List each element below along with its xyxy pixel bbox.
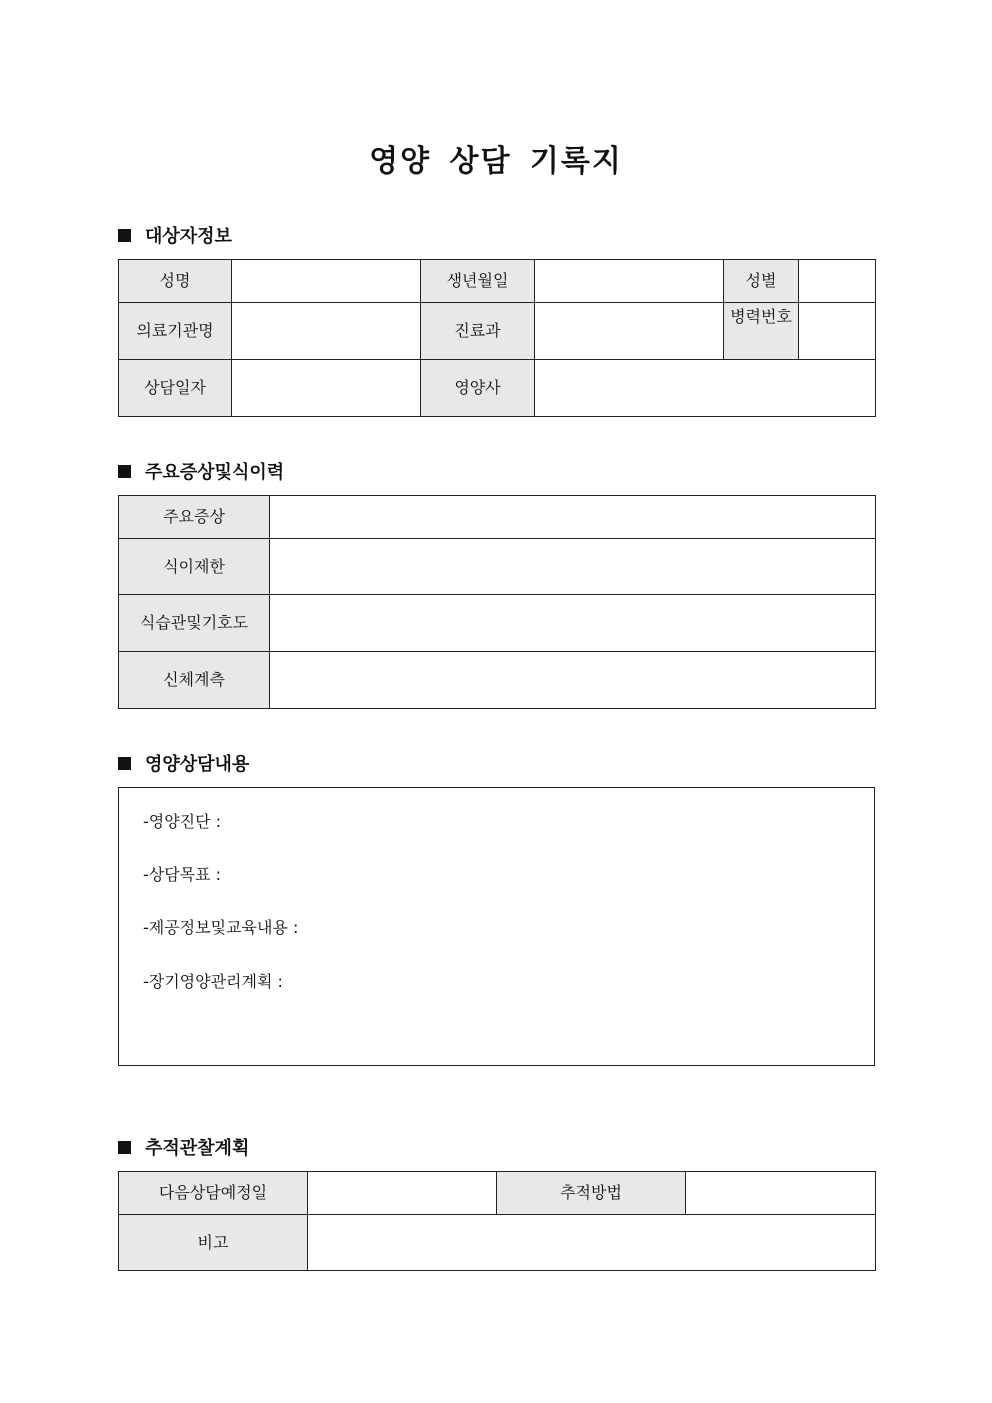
gender-label: 성별	[724, 260, 799, 303]
institution-field[interactable]	[232, 303, 421, 360]
page-title: 영양 상담 기록지	[369, 144, 623, 179]
remarks-field[interactable]	[308, 1215, 876, 1271]
square-bullet-icon	[118, 1141, 131, 1154]
square-bullet-icon	[118, 757, 131, 770]
dietitian-label: 영양사	[421, 360, 535, 417]
symptoms-field[interactable]	[270, 496, 876, 539]
birthdate-field[interactable]	[535, 260, 724, 303]
symptoms-label: 주요증상	[119, 496, 270, 539]
section-heading-label: 주요증상및식이력	[145, 462, 285, 483]
consult-date-field[interactable]	[232, 360, 421, 417]
remarks-label: 비고	[119, 1215, 308, 1271]
habits-label: 식습관및기호도	[119, 595, 270, 652]
habits-field[interactable]	[270, 595, 876, 652]
education-content-line: -제공정보및교육내용 :	[143, 918, 299, 937]
gender-field[interactable]	[799, 260, 876, 303]
record-no-label: 병력번호	[724, 303, 799, 360]
diet-restriction-label: 식이제한	[119, 539, 270, 595]
square-bullet-icon	[118, 229, 131, 242]
measurements-label: 신체계측	[119, 652, 270, 709]
department-label: 진료과	[421, 303, 535, 360]
name-field[interactable]	[232, 260, 421, 303]
dietitian-field[interactable]	[535, 360, 876, 417]
measurements-field[interactable]	[270, 652, 876, 709]
history-table	[118, 495, 876, 709]
followup-table	[118, 1171, 876, 1271]
name-label: 성명	[119, 260, 232, 303]
section-heading-followup	[118, 1134, 249, 1160]
consult-date-label: 상담일자	[119, 360, 232, 417]
next-date-field[interactable]	[308, 1172, 497, 1215]
section-heading-subject	[118, 222, 232, 248]
department-field[interactable]	[535, 303, 724, 360]
long-term-plan-line: -장기영양관리계획 :	[143, 972, 283, 991]
section-heading-consult	[118, 750, 249, 776]
square-bullet-icon	[118, 465, 131, 478]
record-no-field[interactable]	[799, 303, 876, 360]
consult-content-box[interactable]	[118, 787, 875, 1066]
section-heading-label: 추적관찰계획	[145, 1138, 250, 1159]
birthdate-label: 생년월일	[421, 260, 535, 303]
method-label: 추적방법	[497, 1172, 686, 1215]
consult-goal-line: -상담목표 :	[143, 865, 222, 884]
subject-info-table	[118, 259, 876, 417]
next-date-label: 다음상담예정일	[119, 1172, 308, 1215]
section-heading-history	[118, 458, 284, 484]
nutrition-diagnosis-line: -영양진단 :	[143, 812, 222, 831]
section-heading-label: 대상자정보	[145, 226, 232, 247]
diet-restriction-field[interactable]	[270, 539, 876, 595]
method-field[interactable]	[686, 1172, 876, 1215]
institution-label: 의료기관명	[119, 303, 232, 360]
section-heading-label: 영양상담내용	[145, 754, 250, 775]
